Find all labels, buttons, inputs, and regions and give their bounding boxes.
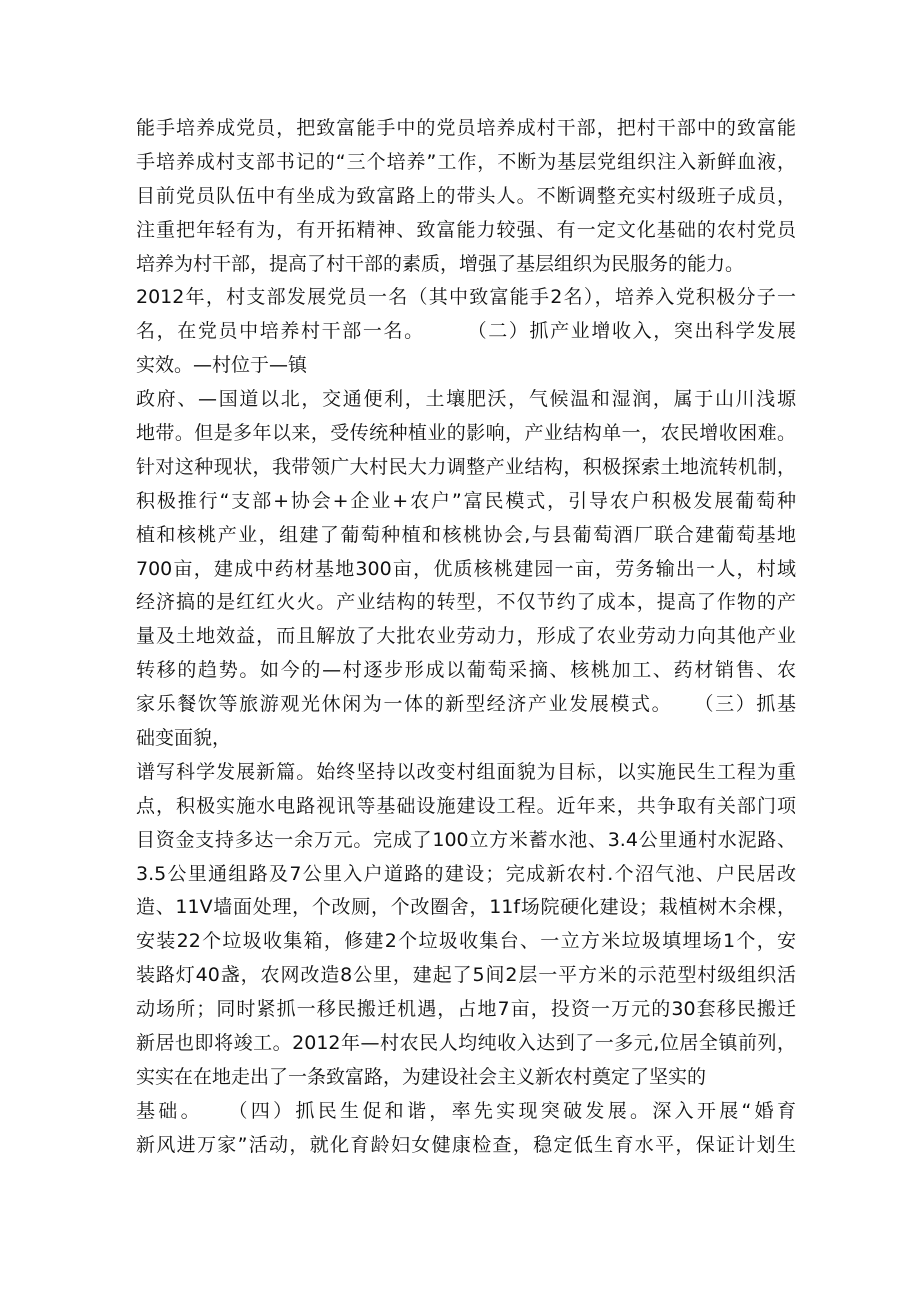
text-line: 2012年，村支部发展党员一名（其中致富能手2名），培养入党积极分子一 bbox=[136, 286, 796, 309]
text-line: 植和核桃产业，组建了葡萄种植和核桃协会,与县葡萄酒厂联合建葡萄基地 bbox=[136, 523, 796, 546]
text-line: 700亩，建成中药材基地300亩，优质核桃建园一亩，劳务输出一人，村域 bbox=[136, 557, 796, 580]
text-line: 针对这种现状，我带领广大村民大力调整产业结构，积极探索土地流转机制， bbox=[136, 455, 796, 478]
text-line: 转移的趋势。如今的—村逐步形成以葡萄采摘、核桃加工、药材销售、农 bbox=[136, 659, 796, 682]
text-line: 安装22个垃圾收集箱，修建2个垃圾收集台、一立方米垃圾填埋场1个，安 bbox=[136, 930, 796, 953]
text-line: 量及土地效益，而且解放了大批农业劳动力，形成了农业劳动力向其他产业 bbox=[136, 625, 796, 648]
text-line: 家乐餐饮等旅游观光休闲为一体的新型经济产业发展模式。 （三）抓基 bbox=[136, 693, 796, 716]
text-line: 动场所；同时紧抓一移民搬迁机遇，占地7亩，投资一万元的30套移民搬迁 bbox=[136, 998, 796, 1021]
text-line: 培养为村干部，提高了村干部的素质，增强了基层组织为民服务的能力。 bbox=[136, 252, 745, 275]
text-line: 基础。 （四）抓民生促和谐，率先实现突破发展。深入开展“婚育 bbox=[136, 1099, 796, 1122]
text-line: 点，积极实施水电路视讯等基础设施建设工程。近年来，共争取有关部门项 bbox=[136, 794, 796, 817]
text-line: 目前党员队伍中有坐成为致富路上的带头人。不断调整充实村级班子成员， bbox=[136, 184, 796, 207]
text-line: 经济搞的是红红火火。产业结构的转型，不仅节约了成本，提高了作物的产 bbox=[136, 591, 796, 614]
text-line: 政府、—国道以北，交通便利，土壤肥沃，气候温和湿润，属于山川浅塬 bbox=[136, 388, 796, 411]
text-line: 础变面貌， bbox=[136, 727, 232, 750]
text-line: 造、11V墙面处理，个改厕，个改圈舍，11f场院硬化建设；栽植树木余棵， bbox=[136, 896, 796, 919]
text-line: 积极推行“支部+协会+企业+农户”富民模式，引导农户积极发展葡萄种 bbox=[136, 489, 796, 512]
text-line: 目资金支持多达一余万元。完成了100立方米蓄水池、3.4公里通村水泥路、 bbox=[136, 828, 796, 851]
text-line: 谱写科学发展新篇。始终坚持以改变村组面貌为目标，以实施民生工程为重 bbox=[136, 760, 796, 783]
text-line: 新风进万家”活动，就化育龄妇女健康检查，稳定低生育水平，保证计划生 bbox=[136, 1133, 796, 1156]
text-line: 能手培养成党员，把致富能手中的党员培养成村干部，把村干部中的致富能 bbox=[136, 117, 796, 139]
text-line: 名，在党员中培养村干部一名。 （二）抓产业增收入，突出科学发展 bbox=[136, 320, 796, 343]
text-line: 新居也即将竣工。2012年—村农民人均纯收入达到了一多元,位居全镇前列， bbox=[136, 1032, 796, 1055]
body-text bbox=[136, 112, 796, 1163]
text-line: 注重把年轻有为，有开拓精神、致富能力较强、有一定文化基础的农村党员 bbox=[136, 218, 796, 241]
text-line: 手培养成村支部书记的“三个培养”工作，不断为基层党组织注入新鲜血液， bbox=[136, 150, 796, 173]
text-line: 实效。—村位于—镇 bbox=[136, 354, 308, 377]
text-line: 装路灯40盏，农网改造8公里，建起了5间2层一平方米的示范型村级组织活 bbox=[136, 964, 796, 987]
text-line: 实实在在地走出了一条致富路，为建设社会主义新农村奠定了坚实的 bbox=[136, 1065, 707, 1088]
text-line: 地带。但是多年以来，受传统种植业的影响，产业结构单一，农民增收困难。 bbox=[136, 422, 796, 445]
text-line: 3.5公里通组路及7公里入户道路的建设；完成新农村.个沼气池、户民居改 bbox=[136, 862, 796, 885]
